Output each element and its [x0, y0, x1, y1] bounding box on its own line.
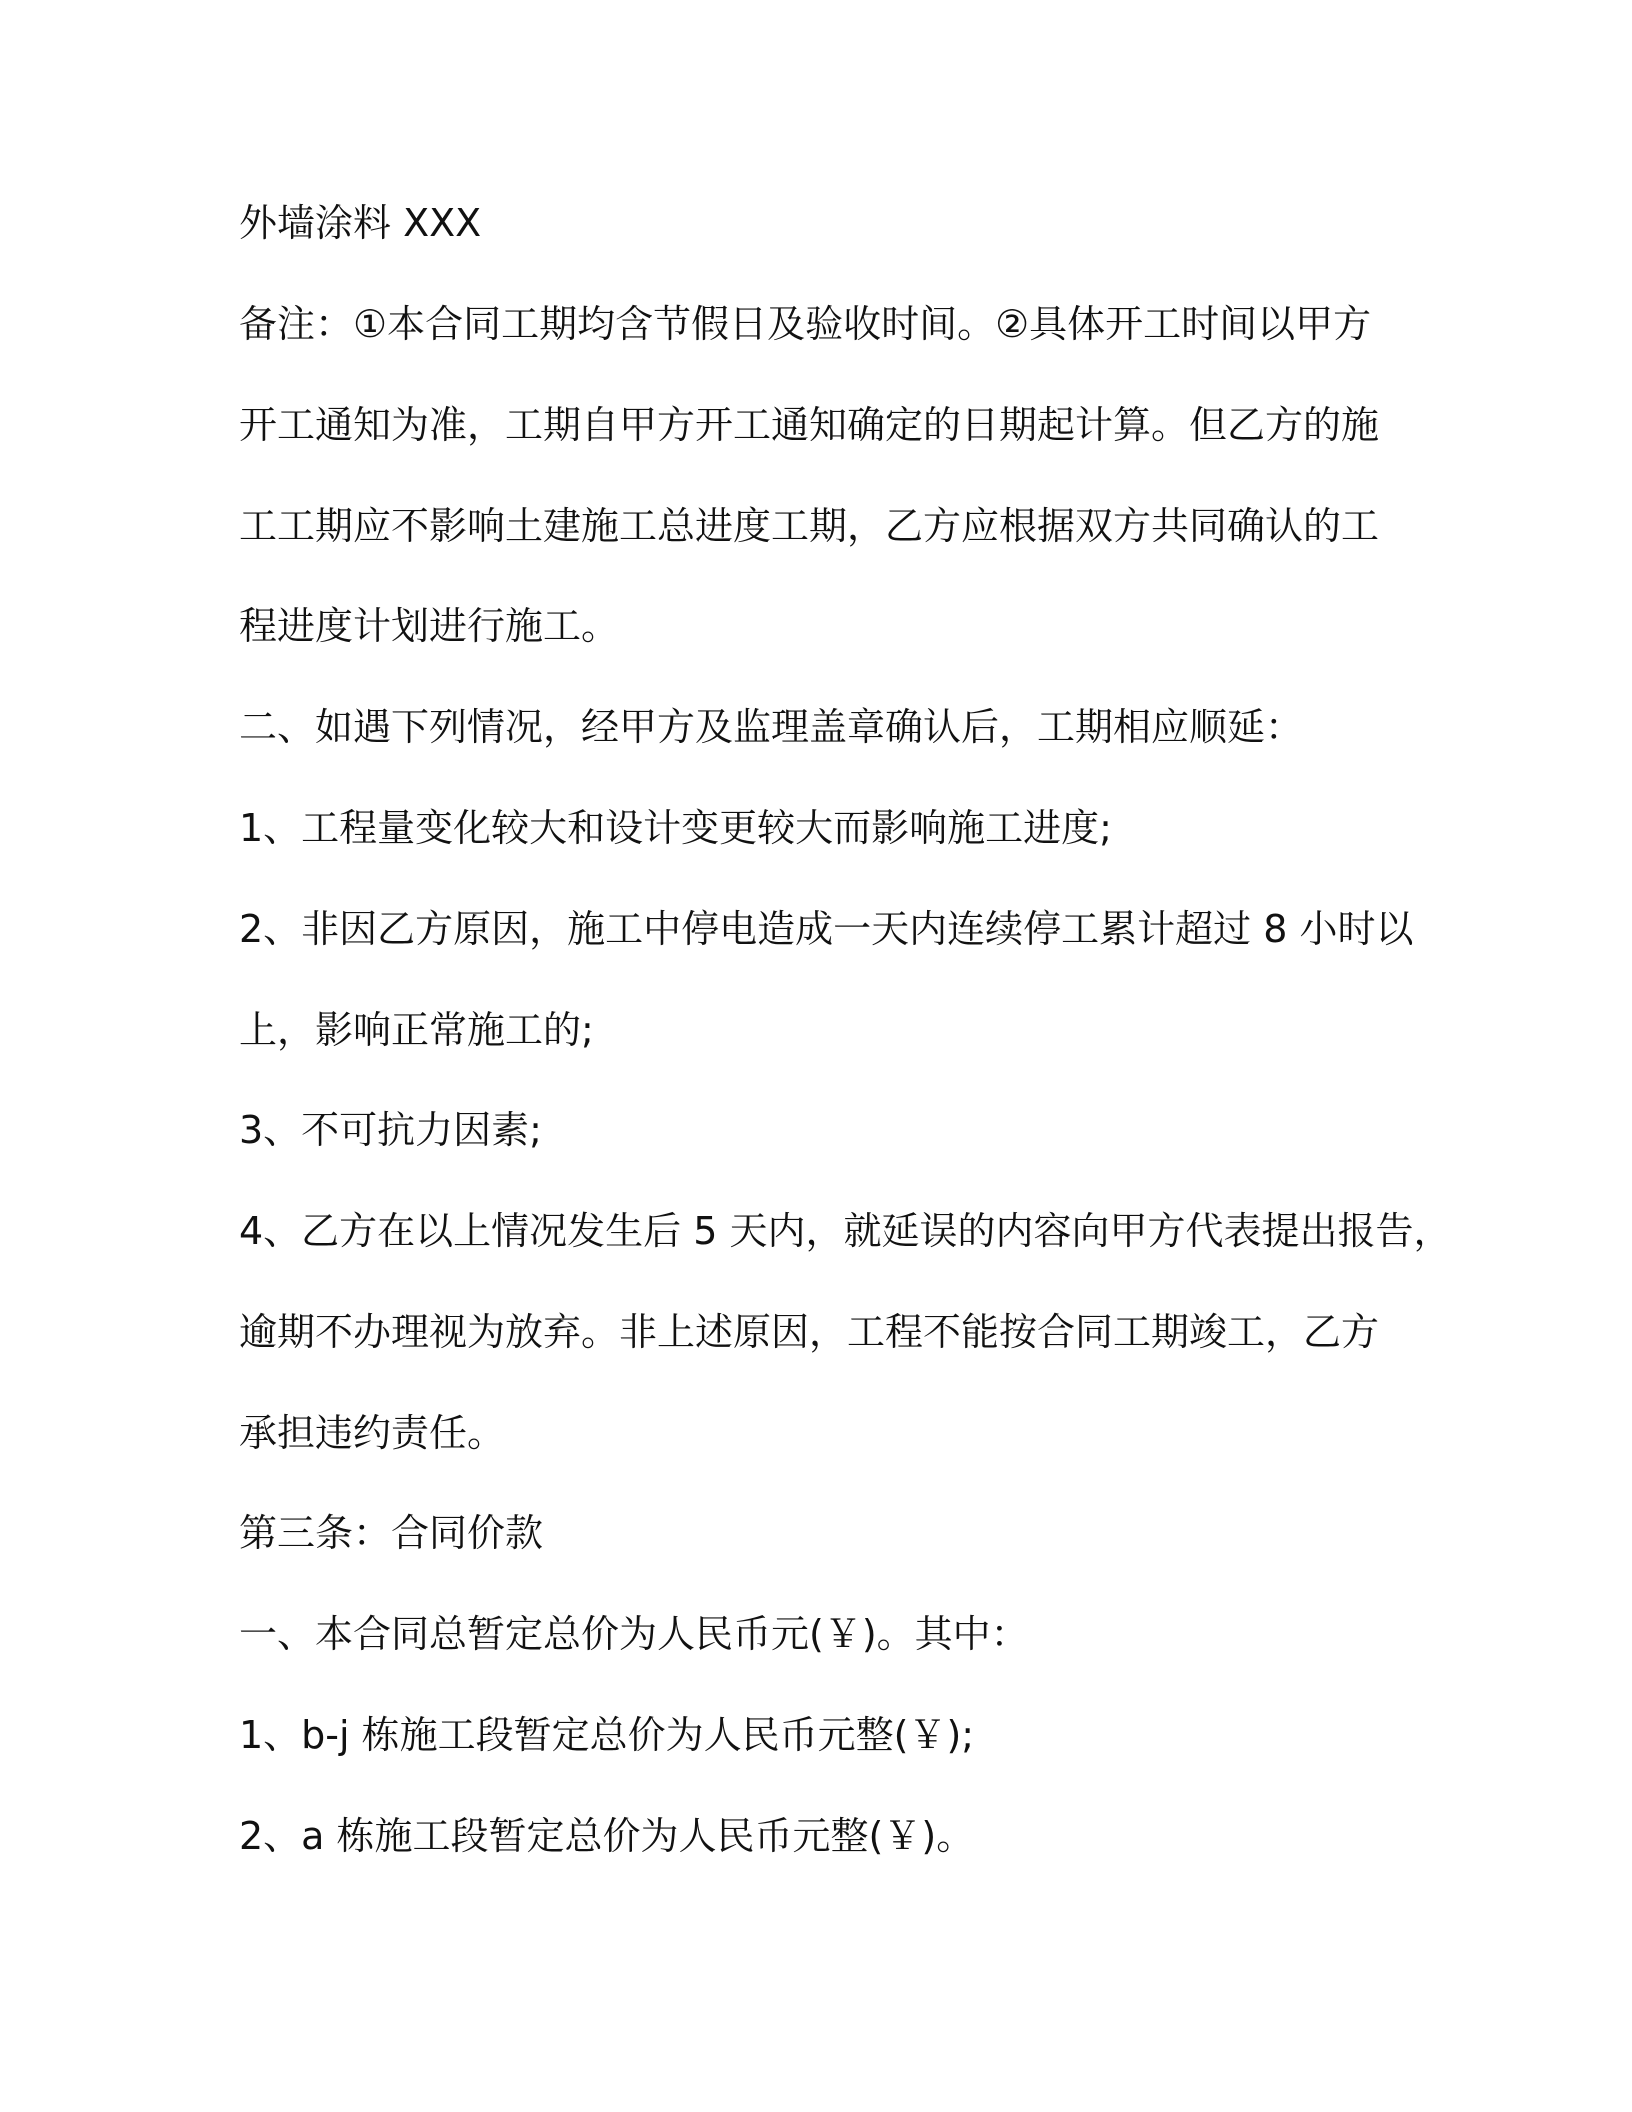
text-line-item-4b: 逾期不办理视为放弃。非上述原因，工程不能按合同工期竣工，乙方: [239, 1310, 1380, 1354]
text-line-item-2a: 2、非因乙方原因，施工中停电造成一天内连续停工累计超过 8 小时以: [239, 907, 1414, 951]
text-line-price-a: 2、a 栋施工段暂定总价为人民币元整(￥)。: [239, 1814, 975, 1858]
text-line-item-3: 3、不可抗力因素;: [239, 1108, 542, 1152]
text-line-article-3-title: 第三条：合同价款: [239, 1511, 544, 1555]
text-line-remark-4: 程进度计划进行施工。: [239, 604, 620, 648]
text-line-section-2-heading: 二、如遇下列情况，经甲方及监理盖章确认后，工期相应顺延：: [239, 705, 1304, 749]
text-line-material: 外墙涂料 XXX: [239, 201, 482, 245]
text-line-remark-3: 工工期应不影响土建施工总进度工期，乙方应根据双方共同确认的工: [239, 504, 1380, 548]
text-line-item-1: 1、工程量变化较大和设计变更较大而影响施工进度;: [239, 806, 1112, 850]
text-line-price-bj: 1、b-j 栋施工段暂定总价为人民币元整(￥);: [239, 1713, 975, 1757]
text-line-price-total: 一、本合同总暂定总价为人民币元(￥)。其中：: [239, 1612, 1029, 1656]
text-line-remark-2: 开工通知为准，工期自甲方开工通知确定的日期起计算。但乙方的施: [239, 403, 1380, 447]
text-line-remark-1: 备注：①本合同工期均含节假日及验收时间。②具体开工时间以甲方: [239, 302, 1372, 346]
text-line-item-2b: 上，影响正常施工的;: [239, 1008, 594, 1052]
text-line-item-4c: 承担违约责任。: [239, 1411, 506, 1455]
text-line-item-4a: 4、乙方在以上情况发生后 5 天内，就延误的内容向甲方代表提出报告，: [239, 1209, 1452, 1253]
